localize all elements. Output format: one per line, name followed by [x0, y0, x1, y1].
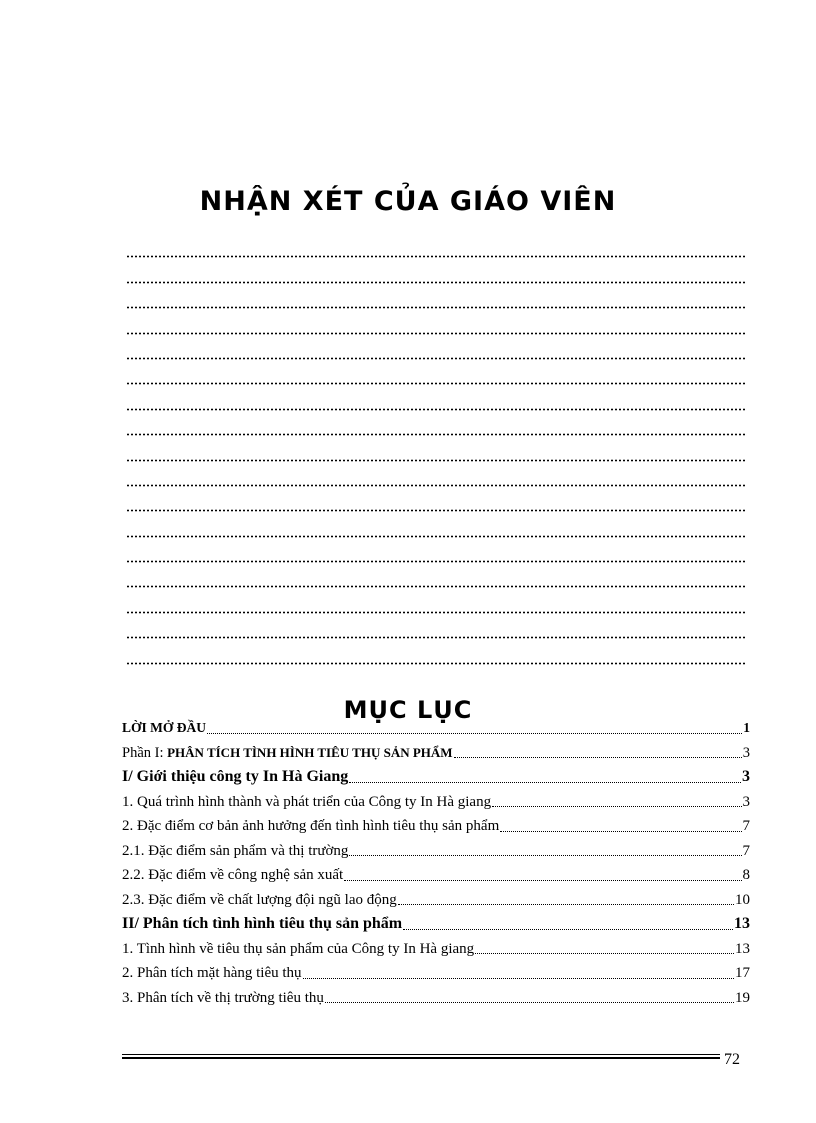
toc-dot-leader	[303, 978, 734, 979]
toc-entry-page: 19	[735, 989, 750, 1006]
toc-entry-label: 2.1. Đặc điểm sản phẩm và thị trường	[122, 842, 349, 859]
comment-blank-line	[126, 284, 746, 309]
comment-blank-line	[126, 309, 746, 334]
toc-entry	[122, 790, 750, 815]
toc-title: MỤC LỤC	[343, 696, 473, 724]
comment-blank-line	[126, 462, 746, 487]
toc-entry	[122, 961, 750, 986]
toc-dot-leader	[475, 953, 734, 954]
toc-dot-leader	[398, 904, 734, 905]
toc-entry-label: II/ Phân tích tình hình tiêu thụ sản phẩm	[122, 915, 403, 932]
toc-entry	[122, 863, 750, 888]
toc-entry-label: 2.3. Đặc điểm về chất lượng đội ngũ lao động	[122, 891, 397, 908]
comment-blank-line	[126, 487, 746, 512]
comment-blank-line	[126, 614, 746, 639]
toc-dot-leader	[454, 757, 742, 758]
table-of-contents	[122, 716, 750, 1010]
toc-entry-page: 3	[742, 793, 750, 810]
toc-entry-title: PHÂN TÍCH TÌNH HÌNH TIÊU THỤ SẢN PHẨM	[167, 744, 453, 760]
comment-blank-line	[126, 512, 746, 537]
toc-entry-label: 3. Phân tích về thị trường tiêu thụ	[122, 989, 324, 1006]
teacher-comment-lines	[126, 233, 746, 665]
toc-entry-label	[122, 741, 453, 766]
comment-blank-line	[126, 385, 746, 410]
toc-dot-leader	[207, 733, 742, 734]
comment-blank-line	[126, 563, 746, 588]
comment-blank-line	[126, 335, 746, 360]
comment-blank-line	[126, 258, 746, 283]
toc-entry-label: I/ Giới thiệu công ty In Hà Giang	[122, 768, 349, 785]
toc-entry-page: 3	[742, 744, 750, 761]
toc-dot-leader	[325, 1002, 734, 1003]
toc-dot-leader	[349, 855, 741, 856]
toc-entry-label: 2. Đặc điểm cơ bản ảnh hưởng đến tình hình tiêu thụ sản phẩm	[122, 818, 500, 834]
comment-blank-line	[126, 588, 746, 613]
toc-entry-page: 10	[735, 891, 750, 908]
toc-entry-page: 13	[735, 940, 750, 957]
page-number: 72	[724, 1051, 740, 1068]
toc-entry	[122, 937, 750, 962]
comment-blank-line	[126, 538, 746, 563]
footer-rule	[122, 1054, 720, 1061]
toc-dot-leader	[500, 831, 741, 832]
toc-entry-label: LỜI MỞ ĐẦU	[122, 720, 206, 735]
toc-entry-prefix: Phần I:	[122, 744, 168, 761]
comment-section-title: NHẬN XÉT CỦA GIÁO VIÊN	[199, 186, 617, 217]
toc-entry	[122, 716, 750, 741]
toc-entry-page: 8	[742, 867, 750, 883]
comment-blank-line	[126, 639, 746, 664]
toc-entry-page: 7	[742, 842, 750, 859]
comment-blank-line	[126, 436, 746, 461]
toc-entry	[122, 814, 750, 839]
toc-entry-page: 7	[742, 818, 750, 834]
toc-dot-leader	[403, 929, 733, 930]
comment-blank-line	[126, 411, 746, 436]
comment-blank-line	[126, 233, 746, 258]
toc-entry-label: 2.2. Đặc điểm về công nghệ sản xuất	[122, 867, 344, 883]
toc-entry-label: 1. Quá trình hình thành và phát triển của Công ty In Hà giang	[122, 793, 492, 810]
toc-entry-page: 13	[734, 915, 750, 932]
toc-entry	[122, 986, 750, 1011]
toc-entry	[122, 839, 750, 864]
footer-rule-line	[122, 1054, 720, 1055]
toc-entry	[122, 912, 750, 937]
toc-entry-page: 1	[743, 720, 750, 735]
toc-entry	[122, 741, 750, 766]
toc-entry-label: 1. Tình hình về tiêu thụ sản phẩm của Công ty In Hà giang	[122, 940, 475, 957]
toc-entry-page: 17	[735, 965, 750, 981]
toc-entry-label: 2. Phân tích mặt hàng tiêu thụ	[122, 965, 302, 981]
toc-dot-leader	[344, 880, 741, 881]
toc-entry	[122, 888, 750, 913]
comment-blank-line	[126, 360, 746, 385]
toc-dot-leader	[492, 806, 741, 807]
toc-dot-leader	[349, 782, 741, 783]
footer-rule-line	[122, 1057, 720, 1058]
toc-entry	[122, 765, 750, 790]
toc-entry-page: 3	[742, 768, 750, 785]
